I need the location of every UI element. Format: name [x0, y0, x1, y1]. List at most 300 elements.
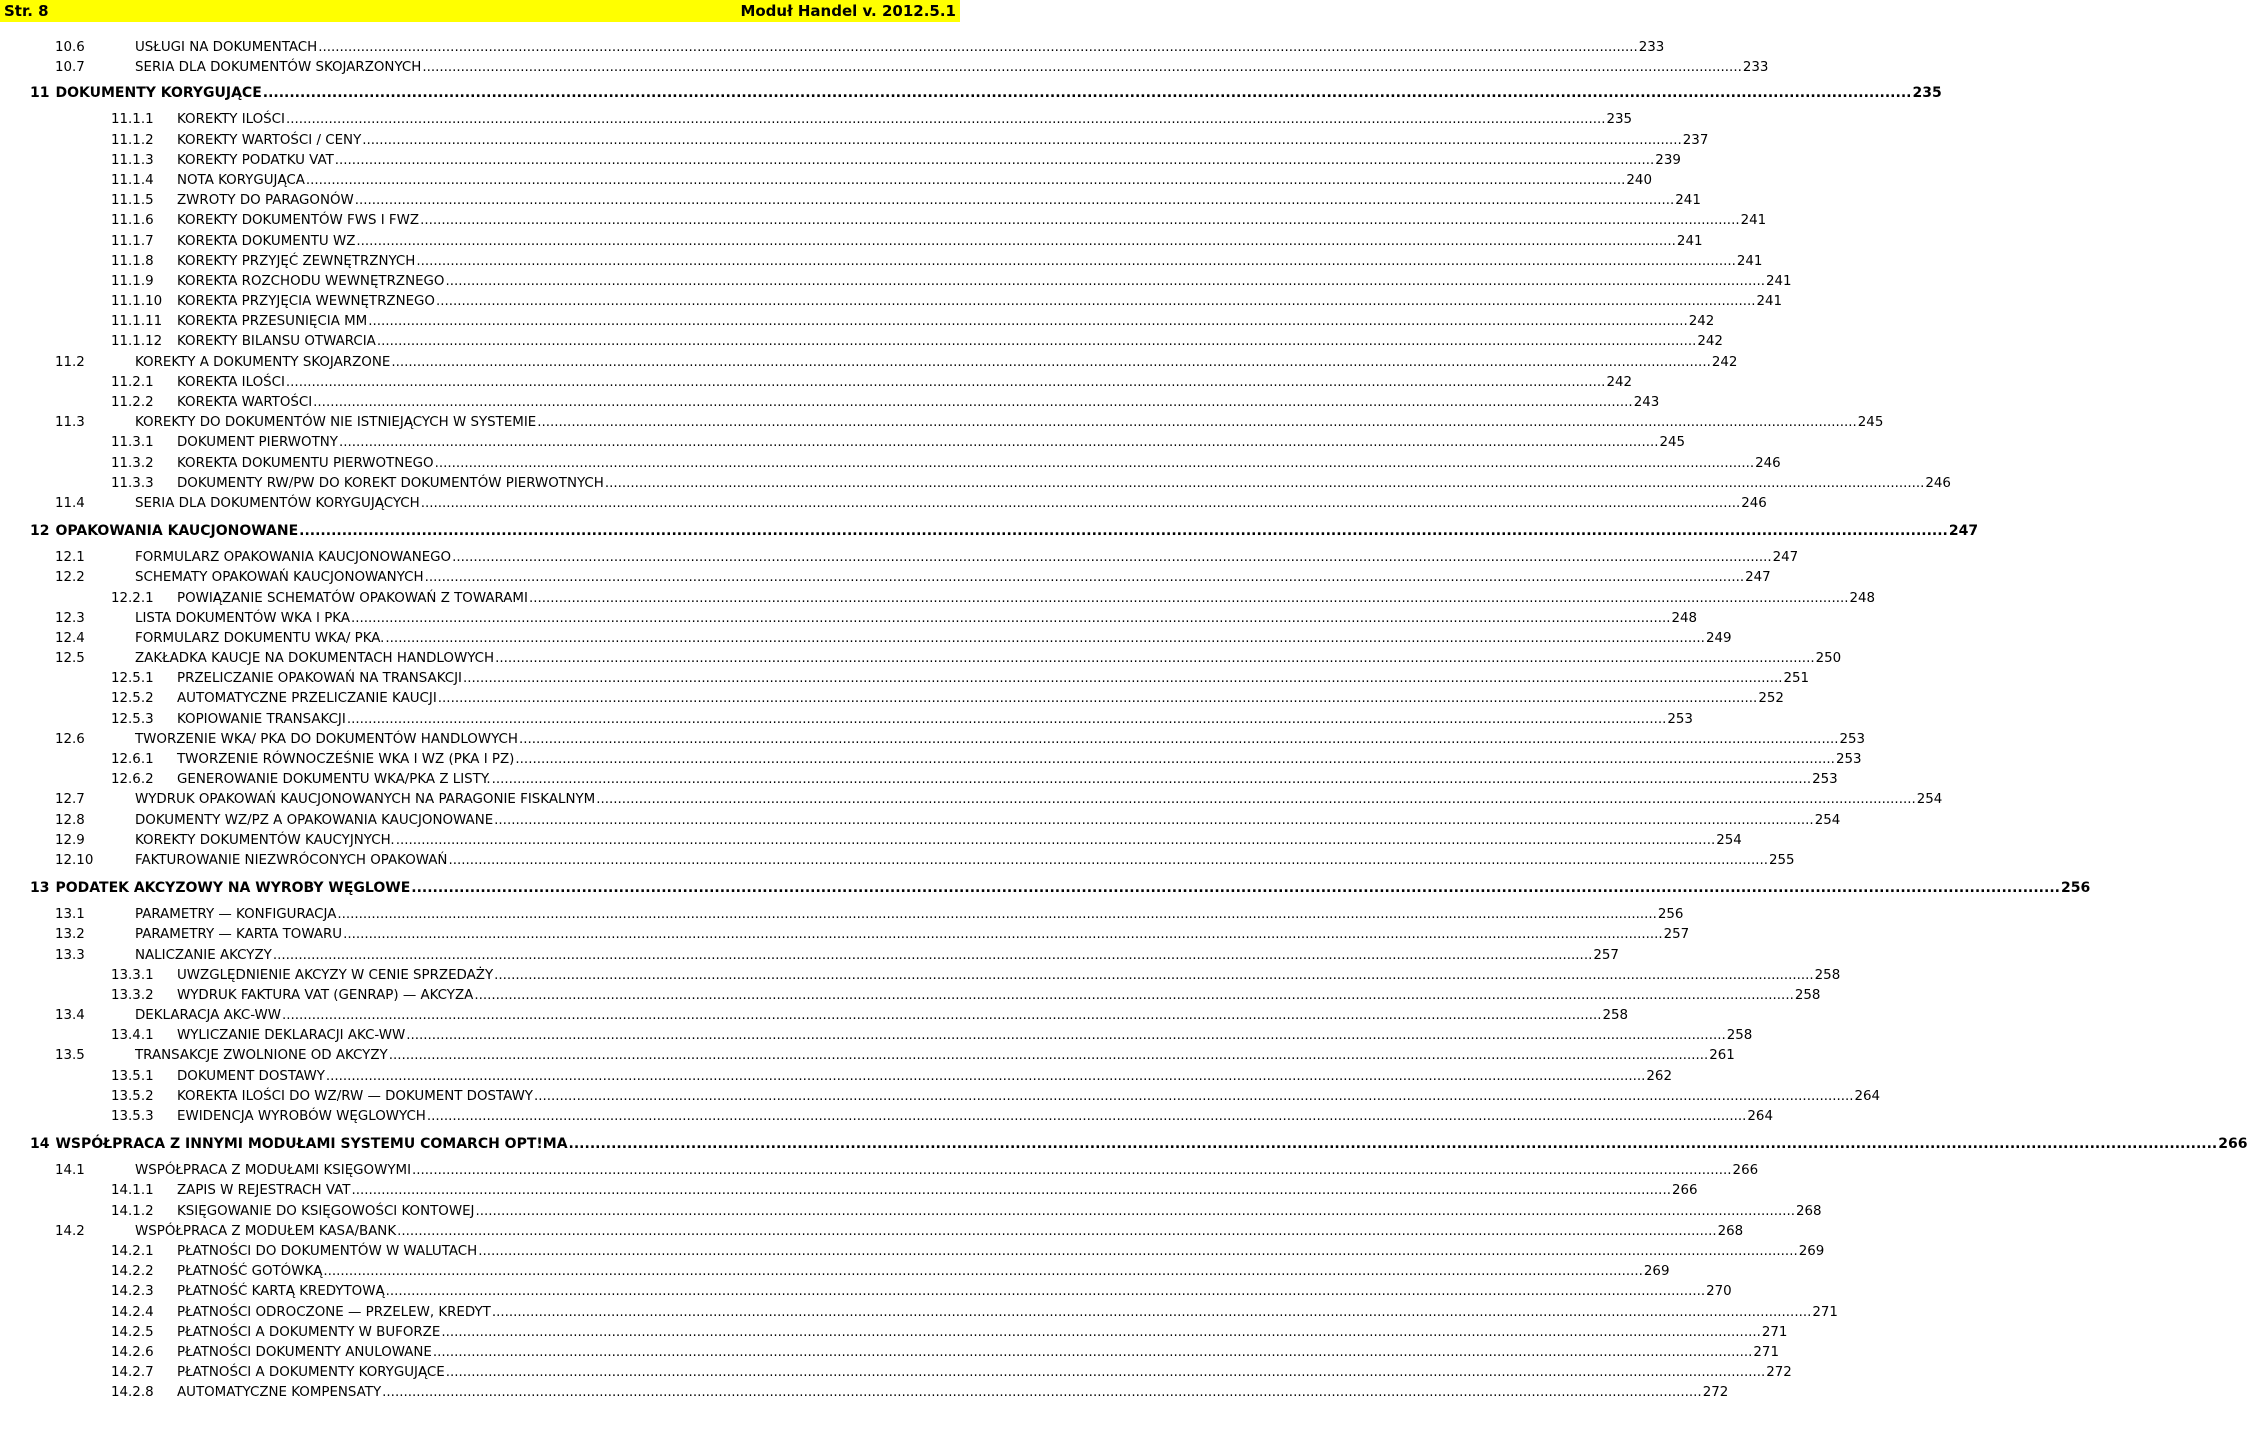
toc-leader-dots — [448, 851, 1768, 871]
toc-leader-dots — [323, 1262, 1643, 1282]
toc-entry[interactable] — [30, 1222, 1744, 1242]
toc-leader-dots — [273, 946, 1593, 966]
toc-entry-title: KOREKTY PRZYJĘĆ ZEWNĘTRZNYCH — [177, 253, 416, 269]
toc-entry-number: 13.3.2 — [111, 987, 154, 1003]
toc-entry-title: WSPÓŁPRACA Z MODUŁEM KASA/BANK — [135, 1223, 397, 1239]
toc-entry-title: DOKUMENTY KORYGUJĄCE — [55, 85, 262, 102]
toc-entry-title: KOREKTA PRZYJĘCIA WEWNĘTRZNEGO — [177, 294, 435, 310]
toc-entry[interactable] — [30, 292, 1783, 312]
toc-entry-page: 257 — [1593, 947, 1619, 963]
toc-leader-dots — [397, 1222, 1717, 1242]
toc-leader-dots — [326, 1067, 1646, 1087]
toc-entry-title: PŁATNOŚĆ KARTĄ KREDYTOWĄ — [177, 1284, 385, 1300]
toc-entry-title: PARAMETRY — KONFIGURACJA — [135, 907, 337, 923]
toc-leader-dots — [382, 1383, 1702, 1403]
toc-entry-page: 255 — [1768, 852, 1795, 868]
toc-entry-page: 235 — [1912, 85, 1942, 102]
toc-entry-number: 12 — [30, 523, 50, 540]
toc-entry-title: KOREKTA ILOŚCI — [177, 374, 285, 390]
toc-entry-page: 256 — [1657, 907, 1684, 923]
toc-leader-dots — [435, 454, 1755, 474]
toc-leader-dots — [494, 811, 1814, 831]
toc-leader-dots — [343, 925, 1663, 945]
toc-chapter-entry[interactable] — [30, 82, 1942, 104]
toc-entry-number: 12.5.2 — [111, 691, 154, 707]
toc-leader-dots — [286, 110, 1606, 130]
toc-entry[interactable] — [30, 373, 1632, 393]
toc-entry-title: KOREKTY PODATKU VAT — [177, 152, 334, 168]
toc-entry[interactable] — [30, 1282, 1732, 1302]
toc-entry-number: 14.2.1 — [111, 1243, 154, 1259]
toc-entry-page: 253 — [1812, 772, 1838, 788]
toc-entry[interactable] — [30, 1242, 1825, 1262]
toc-entry-number: 11.3.2 — [111, 455, 154, 471]
toc-entry-title: KOREKTA PRZESUNIĘCIA MM — [177, 314, 368, 330]
toc-leader-dots — [445, 272, 1765, 292]
toc-entry-number: 10.7 — [55, 60, 85, 76]
toc-entry-number: 13.1 — [55, 907, 85, 923]
toc-leader-dots — [411, 877, 2060, 899]
toc-entry-page: 241 — [1675, 193, 1701, 209]
toc-leader-dots — [299, 520, 1948, 542]
toc-entry-number: 11.2.2 — [111, 395, 154, 410]
toc-leader-dots — [529, 589, 1849, 609]
toc-entry-number: 11.4 — [55, 495, 85, 511]
toc-entry-title: DEKLARACJA AKC-WW — [135, 1008, 281, 1024]
toc-entry[interactable] — [30, 191, 1701, 211]
toc-entry-title: KOREKTA WARTOŚCI — [177, 395, 313, 410]
toc-leader-dots — [596, 790, 1916, 810]
toc-entry-title: KOREKTA DOKUMENTU PIERWOTNEGO — [177, 455, 434, 471]
toc-leader-dots — [389, 1046, 1709, 1066]
toc-entry[interactable] — [30, 1026, 1753, 1046]
toc-entry-page: 271 — [1753, 1344, 1779, 1360]
toc-entry-title: FORMULARZ OPAKOWANIA KAUCJONOWANEGO — [135, 550, 452, 566]
toc-entry-title: KOREKTA ILOŚCI DO WZ/RW — DOKUMENT DOSTAWY — [177, 1088, 533, 1104]
toc-entry-page: 258 — [1726, 1028, 1753, 1044]
toc-entry-page: 242 — [1711, 354, 1738, 370]
toc-entry-title: ZWROTY DO PARAGONÓW — [177, 193, 354, 209]
toc-leader-dots — [427, 1107, 1747, 1127]
toc-leader-dots — [368, 312, 1688, 332]
toc-entry-page: 266 — [1732, 1163, 1759, 1179]
toc-entry-title: SCHEMATY OPAKOWAŃ KAUCJONOWANYCH — [135, 570, 424, 586]
toc-chapter-entry[interactable] — [30, 1133, 2247, 1155]
toc-entry-number: 14.2.2 — [111, 1264, 154, 1280]
toc-entry-title: PŁATNOŚCI DO DOKUMENTÓW W WALUTACH — [177, 1243, 478, 1259]
toc-leader-dots — [263, 82, 1912, 104]
toc-entry[interactable] — [30, 433, 1686, 453]
toc-entry-page: 241 — [1676, 233, 1703, 249]
toc-entry-number: 13.3 — [55, 947, 85, 963]
toc-leader-dots — [494, 966, 1814, 986]
toc-entry-page: 258 — [1602, 1008, 1629, 1024]
toc-entry-title: KOREKTY WARTOŚCI / CENY — [177, 132, 362, 148]
toc-entry-number: 13.5.2 — [111, 1088, 154, 1104]
toc-entry[interactable] — [30, 58, 1769, 78]
toc-entry-number: 12.5.1 — [111, 671, 154, 687]
toc-entry[interactable] — [30, 1343, 1779, 1363]
toc-entry-page: 257 — [1663, 927, 1690, 943]
toc-leader-dots — [416, 252, 1736, 272]
toc-entry-title: DOKUMENTY WZ/PZ A OPAKOWANIA KAUCJONOWANE — [135, 812, 494, 828]
toc-entry-page: 246 — [1741, 495, 1767, 511]
toc-entry[interactable] — [30, 353, 1738, 373]
toc-entry-title: POWIĄZANIE SCHEMATÓW OPAKOWAŃ Z TOWARAMI — [177, 590, 528, 606]
toc-entry[interactable] — [30, 790, 1943, 810]
toc-leader-dots — [351, 609, 1671, 629]
toc-leader-dots — [355, 191, 1675, 211]
toc-entry[interactable] — [30, 568, 1771, 588]
toc-entry-page: 268 — [1796, 1203, 1822, 1219]
toc-leader-dots — [569, 1133, 2218, 1155]
toc-entry-page: 247 — [1948, 523, 1979, 540]
toc-entry[interactable] — [30, 905, 1684, 925]
toc-leader-dots — [515, 750, 1835, 770]
toc-entry-number: 14.2 — [55, 1223, 85, 1239]
toc-entry-page: 246 — [1755, 455, 1781, 471]
toc-leader-dots — [433, 1343, 1753, 1363]
toc-entry-number: 11.1.8 — [111, 253, 154, 269]
toc-entry-title: SERIA DLA DOKUMENTÓW KORYGUJĄCYCH — [135, 495, 420, 511]
toc-entry[interactable] — [30, 629, 1732, 649]
toc-entry-page: 264 — [1854, 1088, 1881, 1104]
toc-entry-page: 250 — [1815, 651, 1842, 667]
toc-entry-title: LISTA DOKUMENTÓW WKA I PKA — [135, 610, 350, 626]
toc-entry[interactable] — [30, 454, 1781, 474]
toc-entry-title: KOPIOWANIE TRANSAKCJI — [177, 711, 346, 727]
toc-entry[interactable] — [30, 1383, 1729, 1403]
toc-leader-dots — [605, 474, 1925, 494]
toc-leader-dots — [362, 131, 1682, 151]
toc-entry-title: KOREKTY DOKUMENTÓW KAUCYJNYCH. — [135, 832, 395, 848]
toc-entry-title: KOREKTA ROZCHODU WEWNĘTRZNEGO — [177, 273, 445, 289]
toc-entry-number: 14.2.6 — [111, 1344, 154, 1360]
toc-entry-page: 242 — [1688, 314, 1715, 330]
toc-entry[interactable] — [30, 211, 1767, 231]
toc-entry-title: PŁATNOŚCI ODROCZONE — PRZELEW, KREDYT — [177, 1304, 491, 1320]
toc-entry-number: 13 — [30, 880, 50, 897]
toc-entry[interactable] — [30, 1006, 1629, 1026]
toc-entry-page: 262 — [1646, 1068, 1672, 1084]
toc-entry[interactable] — [30, 1202, 1822, 1222]
toc-entry-title: WYDRUK OPAKOWAŃ KAUCJONOWANYCH NA PARAGONIE FISKALNYM — [135, 792, 596, 808]
toc-entry-title: KOREKTY BILANSU OTWARCIA — [177, 334, 376, 350]
toc-leader-dots — [492, 1303, 1812, 1323]
toc-entry-page: 266 — [1671, 1183, 1698, 1199]
toc-entry-title: TRANSAKCJE ZWOLNIONE OD AKCYZY — [135, 1048, 388, 1064]
toc-entry-page: 242 — [1697, 334, 1723, 350]
toc-entry-page: 268 — [1717, 1223, 1744, 1239]
toc-entry-page: 235 — [1606, 112, 1633, 128]
toc-entry[interactable] — [30, 38, 1665, 58]
toc-entry-title: ZAKŁADKA KAUCJE NA DOKUMENTACH HANDLOWYCH — [135, 651, 495, 667]
toc-entry[interactable] — [30, 1363, 1792, 1383]
toc-entry-page: 243 — [1633, 395, 1660, 410]
toc-entry[interactable] — [30, 1067, 1672, 1087]
toc-entry-title: KOREKTY DOKUMENTÓW FWS I FWZ — [177, 213, 420, 229]
toc-entry-page: 264 — [1747, 1109, 1773, 1124]
toc-leader-dots — [446, 1363, 1766, 1383]
toc-entry-number: 11.3 — [55, 415, 85, 431]
toc-leader-dots — [438, 689, 1758, 709]
toc-leader-dots — [351, 1181, 1671, 1201]
toc-entry-title: KOREKTA DOKUMENTU WZ — [177, 233, 356, 249]
toc-entry[interactable] — [30, 925, 1690, 945]
toc-entry-page: 233 — [1742, 60, 1769, 76]
toc-leader-dots — [495, 649, 1815, 669]
toc-entry-page: 254 — [1716, 832, 1742, 848]
toc-entry-number: 14.1.2 — [111, 1203, 154, 1219]
toc-leader-dots — [534, 1087, 1854, 1107]
toc-entry-number: 11.1.9 — [111, 273, 154, 289]
toc-leader-dots — [463, 669, 1783, 689]
toc-entry-number: 12.6.2 — [111, 772, 154, 788]
toc-leader-dots — [385, 629, 1705, 649]
toc-entry-number: 13.5.1 — [111, 1068, 154, 1084]
toc-entry[interactable] — [30, 272, 1792, 292]
toc-entry-title: PŁATNOŚCI DOKUMENTY ANULOWANE — [177, 1344, 432, 1360]
toc-entry-number: 12.7 — [55, 792, 85, 808]
toc-leader-dots — [386, 1282, 1706, 1302]
toc-entry-number: 11.2.1 — [111, 374, 154, 390]
toc-entry-title: OPAKOWANIA KAUCJONOWANE — [55, 523, 299, 540]
toc-entry-title: WSPÓŁPRACA Z MODUŁAMI KSIĘGOWYMI — [135, 1163, 412, 1179]
toc-entry[interactable] — [30, 966, 1841, 986]
toc-entry-number: 11.1.10 — [111, 294, 163, 310]
toc-entry[interactable] — [30, 232, 1703, 252]
toc-entry-title: DOKUMENT PIERWOTNY — [177, 435, 338, 451]
toc-entry-page: 248 — [1671, 610, 1698, 626]
toc-entry-number: 13.2 — [55, 927, 85, 943]
toc-entry[interactable] — [30, 548, 1799, 568]
toc-entry-page: 272 — [1702, 1385, 1729, 1401]
toc-leader-dots — [474, 986, 1794, 1006]
toc-leader-dots — [492, 770, 1812, 790]
toc-entry-number: 12.2.1 — [111, 590, 154, 606]
toc-entry-page: 258 — [1794, 987, 1821, 1003]
toc-entry[interactable] — [30, 494, 1767, 514]
toc-entry-title: TWORZENIE RÓWNOCZEŚNIE WKA I WZ (PKA I PZ) — [177, 752, 515, 767]
toc-entry[interactable] — [30, 710, 1693, 730]
toc-entry[interactable] — [30, 689, 1784, 709]
toc-entry-title: WYLICZANIE DEKLARACJI AKC-WW — [177, 1028, 406, 1044]
toc-leader-dots — [286, 373, 1606, 393]
toc-entry-number: 11 — [30, 85, 50, 102]
toc-entry-number: 14 — [30, 1136, 50, 1153]
toc-entry[interactable] — [30, 1262, 1670, 1282]
toc-entry-page: 252 — [1758, 691, 1784, 707]
toc-entry[interactable] — [30, 1303, 1838, 1323]
toc-leader-dots — [318, 38, 1638, 58]
toc-leader-dots — [391, 353, 1711, 373]
toc-entry-page: 239 — [1655, 152, 1681, 168]
toc-entry[interactable] — [30, 252, 1763, 272]
toc-entry[interactable] — [30, 1161, 1759, 1181]
toc-entry[interactable] — [30, 649, 1842, 669]
toc-entry-title: PŁATNOŚCI A DOKUMENTY KORYGUJĄCE — [177, 1365, 445, 1381]
toc-entry[interactable] — [30, 151, 1681, 171]
toc-entry-page: 246 — [1925, 475, 1951, 491]
toc-entry[interactable] — [30, 171, 1652, 191]
toc-entry[interactable] — [30, 946, 1619, 966]
toc-leader-dots — [452, 548, 1772, 568]
toc-entry-number: 11.1.2 — [111, 132, 154, 148]
toc-entry-page: 247 — [1772, 550, 1799, 566]
toc-entry-number: 11.1.6 — [111, 213, 154, 229]
toc-entry-page: 271 — [1812, 1304, 1838, 1320]
toc-leader-dots — [339, 433, 1659, 453]
toc-leader-dots — [313, 393, 1633, 413]
toc-leader-dots — [441, 1323, 1761, 1343]
toc-entry-title: AUTOMATYCZNE KOMPENSATY — [177, 1385, 382, 1401]
toc-leader-dots — [436, 292, 1756, 312]
toc-entry-title: KOREKTY A DOKUMENTY SKOJARZONE — [135, 354, 391, 370]
toc-entry-number: 11.1.12 — [111, 334, 163, 350]
table-of-contents — [30, 38, 2247, 1403]
toc-entry-page: 253 — [1835, 752, 1862, 767]
toc-entry-number: 11.1.1 — [111, 112, 154, 128]
toc-entry[interactable] — [30, 1323, 1788, 1343]
toc-entry[interactable] — [30, 131, 1709, 151]
toc-entry-title: ZAPIS W REJESTRACH VAT — [177, 1183, 351, 1199]
toc-entry[interactable] — [30, 332, 1723, 352]
toc-entry-number: 13.4 — [55, 1008, 85, 1024]
toc-entry-number: 12.5 — [55, 651, 85, 667]
toc-entry[interactable] — [30, 986, 1821, 1006]
toc-entry-number: 12.6 — [55, 731, 85, 747]
toc-entry-page: 254 — [1916, 792, 1943, 808]
toc-entry-title: DOKUMENTY RW/PW DO KOREKT DOKUMENTÓW PIERWOTNYCH — [177, 475, 604, 491]
toc-entry[interactable] — [30, 1181, 1698, 1201]
toc-entry-page: 261 — [1709, 1048, 1735, 1064]
toc-entry-page: 245 — [1659, 435, 1686, 451]
toc-entry-number: 11.1.4 — [111, 172, 154, 188]
toc-entry-page: 266 — [2218, 1136, 2247, 1153]
toc-entry-number: 13.4.1 — [111, 1028, 154, 1044]
page-number: Str. 8 — [4, 2, 49, 20]
toc-entry-page: 241 — [1736, 253, 1763, 269]
toc-entry[interactable] — [30, 413, 1884, 433]
toc-leader-dots — [306, 171, 1626, 191]
toc-leader-dots — [420, 211, 1740, 231]
toc-entry-number: 11.1.5 — [111, 193, 154, 209]
toc-entry-number: 13.3.1 — [111, 967, 154, 983]
toc-leader-dots — [425, 568, 1745, 588]
toc-entry-title: FORMULARZ DOKUMENTU WKA/ PKA. — [135, 630, 385, 646]
toc-entry-page: 269 — [1798, 1243, 1825, 1259]
toc-leader-dots — [412, 1161, 1732, 1181]
toc-entry-title: PODATEK AKCYZOWY NA WYROBY WĘGLOWE — [55, 880, 411, 897]
toc-entry-title: DOKUMENT DOSTAWY — [177, 1068, 325, 1084]
toc-entry-number: 12.8 — [55, 812, 85, 828]
toc-leader-dots — [537, 413, 1857, 433]
toc-entry[interactable] — [30, 1107, 1773, 1127]
toc-entry-title: EWIDENCJA WYROBÓW WĘGLOWYCH — [177, 1109, 426, 1124]
toc-entry-page: 237 — [1682, 132, 1709, 148]
module-version: Moduł Handel v. 2012.5.1 — [740, 2, 956, 20]
toc-entry[interactable] — [30, 831, 1742, 851]
toc-entry-number: 12.4 — [55, 630, 85, 646]
toc-entry[interactable] — [30, 669, 1810, 689]
toc-entry-title: KOREKTY DO DOKUMENTÓW NIE ISTNIEJĄCYCH W SYSTEMIE — [135, 415, 537, 431]
toc-entry-number: 11.1.3 — [111, 152, 154, 168]
toc-leader-dots — [475, 1202, 1795, 1222]
toc-entry[interactable] — [30, 1046, 1735, 1066]
toc-entry[interactable] — [30, 110, 1633, 130]
toc-entry-page: 233 — [1638, 40, 1665, 55]
toc-entry[interactable] — [30, 770, 1838, 790]
toc-entry[interactable] — [30, 750, 1862, 770]
toc-chapter-entry[interactable] — [30, 877, 2091, 899]
toc-entry-title: PRZELICZANIE OPAKOWAŃ NA TRANSAKCJI — [177, 671, 462, 687]
toc-entry-number: 12.5.3 — [111, 711, 154, 727]
toc-entry-page: 271 — [1761, 1324, 1788, 1340]
toc-entry-title: PŁATNOŚCI A DOKUMENTY W BUFORZE — [177, 1324, 441, 1340]
toc-entry-title: PARAMETRY — KARTA TOWARU — [135, 927, 343, 943]
toc-entry-number: 14.2.7 — [111, 1365, 154, 1381]
toc-entry-title: NOTA KORYGUJĄCA — [177, 172, 305, 188]
toc-entry-number: 14.2.4 — [111, 1304, 154, 1320]
toc-entry-page: 256 — [2060, 880, 2091, 897]
toc-leader-dots — [519, 730, 1839, 750]
toc-entry-page: 253 — [1667, 711, 1693, 727]
toc-entry-title: AUTOMATYCZNE PRZELICZANIE KAUCJI — [177, 691, 437, 707]
toc-entry-page: 251 — [1783, 671, 1810, 687]
toc-entry-page: 247 — [1745, 570, 1771, 586]
toc-entry[interactable] — [30, 851, 1795, 871]
toc-entry[interactable] — [30, 393, 1660, 413]
toc-entry-title: WYDRUK FAKTURA VAT (GENRAP) — AKCYZA — [177, 987, 474, 1003]
toc-entry-number: 14.1 — [55, 1163, 85, 1179]
toc-leader-dots — [335, 151, 1655, 171]
page-header — [0, 0, 960, 22]
toc-entry[interactable] — [30, 1087, 1881, 1107]
toc-entry-title: GENEROWANIE DOKUMENTU WKA/PKA Z LISTY. — [177, 772, 491, 788]
toc-entry-number: 11.2 — [55, 354, 85, 370]
toc-entry-number: 11.3.1 — [111, 435, 154, 451]
toc-entry-number: 14.2.3 — [111, 1284, 154, 1300]
toc-entry-number: 12.1 — [55, 550, 85, 566]
toc-entry-number: 14.2.8 — [111, 1385, 154, 1401]
toc-entry[interactable] — [30, 312, 1715, 332]
toc-leader-dots — [421, 494, 1741, 514]
toc-entry[interactable] — [30, 730, 1866, 750]
toc-entry[interactable] — [30, 609, 1698, 629]
toc-entry-page: 253 — [1839, 731, 1866, 747]
toc-entry-number: 10.6 — [55, 40, 85, 55]
toc-leader-dots — [337, 905, 1657, 925]
toc-leader-dots — [478, 1242, 1798, 1262]
toc-leader-dots — [282, 1006, 1602, 1026]
toc-entry-number: 12.2 — [55, 570, 85, 586]
toc-entry-title: KOREKTY ILOŚCI — [177, 112, 285, 128]
toc-entry-number: 12.3 — [55, 610, 85, 626]
toc-entry-page: 245 — [1857, 415, 1884, 431]
toc-entry[interactable] — [30, 811, 1841, 831]
toc-entry[interactable] — [30, 474, 1951, 494]
toc-entry[interactable] — [30, 589, 1876, 609]
toc-entry-number: 12.6.1 — [111, 752, 154, 767]
toc-entry-number: 14.1.1 — [111, 1183, 154, 1199]
toc-entry-title: WSPÓŁPRACA Z INNYMI MODUŁAMI SYSTEMU COMARCH OPT!MA — [55, 1136, 568, 1153]
toc-entry-number: 11.1.11 — [111, 314, 163, 330]
toc-chapter-entry[interactable] — [30, 520, 1979, 542]
toc-entry-number: 11.1.7 — [111, 233, 154, 249]
toc-entry-number: 13.5 — [55, 1048, 85, 1064]
toc-entry-page: 254 — [1814, 812, 1841, 828]
toc-entry-page: 248 — [1849, 590, 1876, 606]
